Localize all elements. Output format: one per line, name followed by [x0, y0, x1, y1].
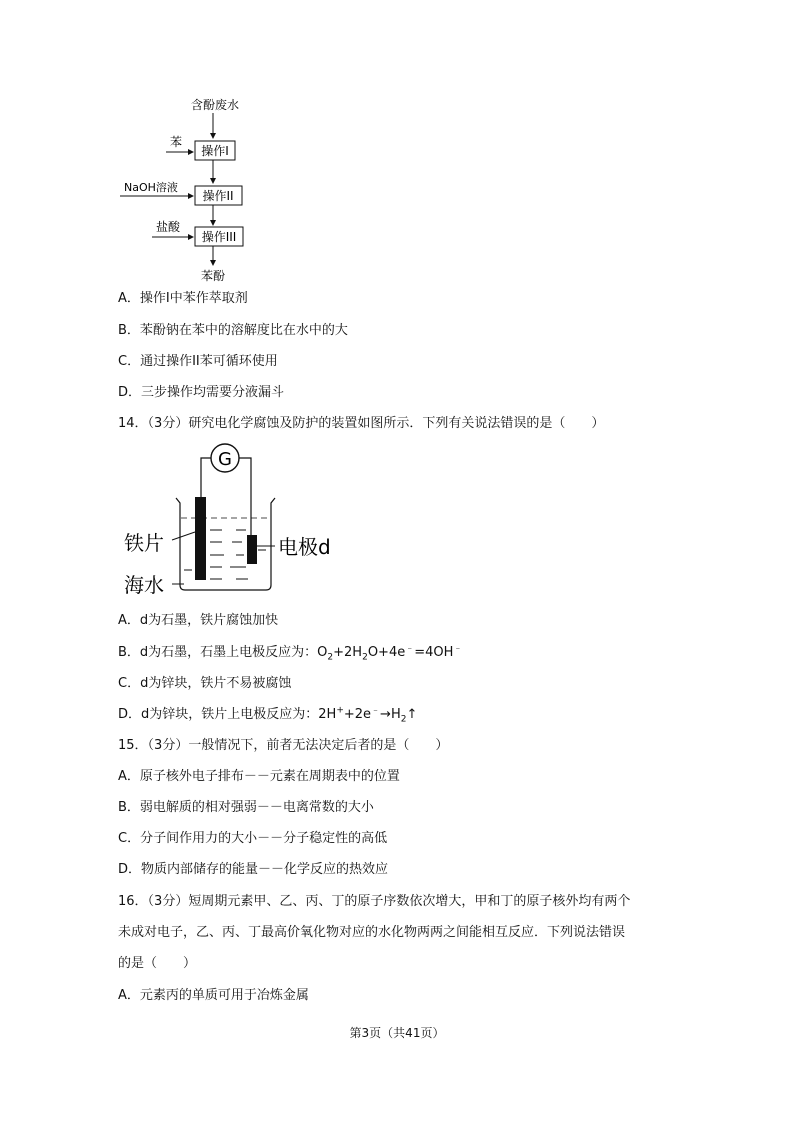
q15-option-c: C．分子间作用力的大小－－分子稳定性的高低	[118, 831, 388, 846]
q14-option-c: C．d为锌块，铁片不易被腐蚀	[118, 676, 292, 691]
q15-option-a: A．原子核外电子排布－－元素在周期表中的位置	[118, 769, 400, 784]
page-footer: 第3页（共41页）	[349, 1026, 445, 1040]
q16-stem-line3: 的是（ ）	[118, 956, 197, 971]
q16-stem-line2: 未成对电子，乙、丙、丁最高价氧化物对应的水化物两两之间能相互反应．下列说法错误	[118, 925, 626, 940]
flow-step1-label: 操作I	[201, 144, 229, 158]
phenol-process-flowchart	[110, 95, 270, 285]
iron-plate	[195, 497, 206, 580]
flow-reagent3-label: 盐酸	[156, 220, 181, 234]
iron-plate-label: 铁片	[124, 531, 164, 555]
q13-option-c: C．通过操作II苯可循环使用	[118, 354, 278, 369]
q13-option-d: D．三步操作均需要分液漏斗	[118, 385, 285, 400]
corrosion-apparatus-figure	[118, 440, 358, 600]
q15-option-b: B．弱电解质的相对强弱－－电离常数的大小	[118, 800, 374, 815]
beaker	[176, 498, 275, 590]
q14-option-d: D．d为锌块，铁片上电极反应为：$2H^++2e^﹣\to H_2↑$	[118, 705, 418, 725]
q16-stem-line1: 16．（3分）短周期元素甲、乙、丙、丁的原子序数依次增大，甲和丁的原子核外均有两个	[118, 894, 631, 909]
flow-reagent2-label: NaOH溶液	[124, 181, 178, 194]
q14-option-a: A．d为石墨，铁片腐蚀加快	[118, 613, 279, 628]
flow-input-label: 含酚废水	[190, 98, 240, 112]
q15-stem: 15．（3分）一般情况下，前者无法决定后者的是（ ）	[118, 738, 449, 753]
q13-option-a: A．操作I中苯作萃取剂	[118, 291, 248, 306]
electrode-d-label: 电极d	[278, 535, 331, 559]
flow-step3-label: 操作III	[201, 230, 237, 244]
q14-option-b: B．d为石墨，石墨上电极反应为：$O_2+2H_2O+4e^﹣=4OH^﹣$	[118, 643, 463, 663]
q14-stem: 14．（3分）研究电化学腐蚀及防护的装置如图所示．下列有关说法错误的是（ ）	[118, 416, 605, 431]
seawater-label: 海水	[124, 573, 164, 597]
flow-step2-label: 操作II	[202, 189, 234, 203]
flow-reagent1-label: 苯	[170, 135, 183, 149]
galvanometer-label: G	[218, 449, 232, 470]
q13-option-b: B．苯酚钠在苯中的溶解度比在水中的大	[118, 323, 348, 338]
q16-option-a: A．元素丙的单质可用于冶炼金属	[118, 988, 309, 1003]
q15-option-d: D．物质内部储存的能量－－化学反应的热效应	[118, 862, 389, 877]
electrode-d	[247, 535, 257, 564]
flow-output-label: 苯酚	[200, 269, 226, 283]
